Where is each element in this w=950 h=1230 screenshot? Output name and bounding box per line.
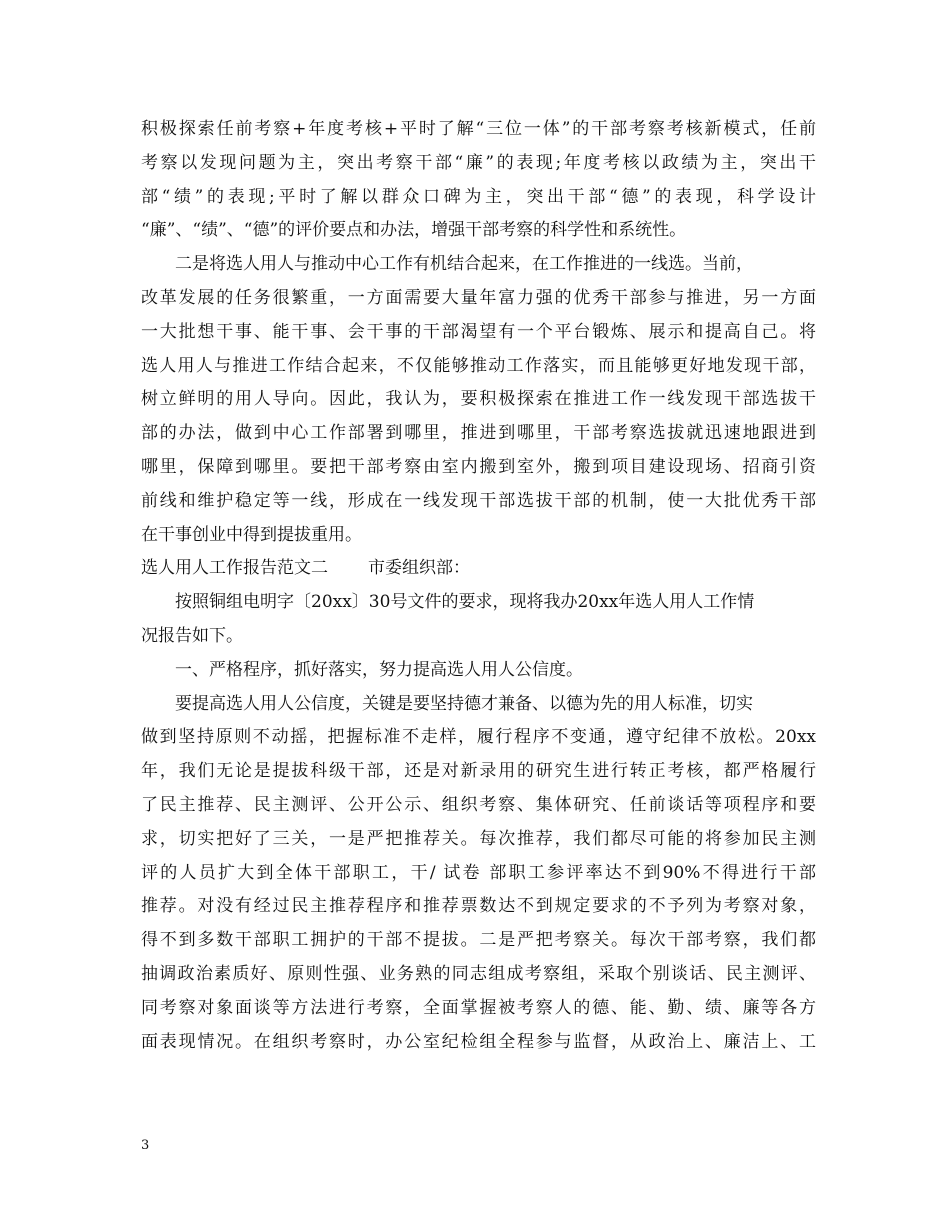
text-line: 抽调政治素质好、原则性强、业务熟的同志组成考察组，采取个别谈话、民主测评、 [141, 963, 816, 984]
text-line: 年，我们无论是提拔科级干部，还是对新录用的研究生进行转正考核，都严格履行 [141, 761, 816, 782]
text-line: 哪里，保障到哪里。要把干部考察由室内搬到室外，搬到项目建设现场、招商引资 [141, 456, 816, 477]
text-line: 得不到多数干部职工拥护的干部不提拔。二是严把考察关。每次干部考察，我们都 [141, 930, 816, 951]
text-line: 二是将选人用人与推动中心工作有机结合起来，在工作推进的一线选。当前， [175, 254, 753, 275]
text-line: 况报告如下。 [141, 625, 243, 646]
text-line: 同考察对象面谈等方法进行考察，全面掌握被考察人的德、能、勤、绩、廉等各方 [141, 997, 816, 1018]
text-line: 推荐。对没有经过民主推荐程序和推荐票数达不到规定要求的不予列为考察对象， [141, 896, 816, 917]
report-title: 选人用人工作报告范文二 [141, 558, 328, 579]
text-line: 考察以发现问题为主，突出考察干部“廉”的表现;年度考核以政绩为主，突出干 [141, 152, 816, 173]
page-number: 3 [141, 1138, 150, 1153]
text-line: 求，切实把好了三关，一是严把推荐关。每次推荐，我们都尽可能的将参加民主测 [141, 828, 816, 849]
text-line: 按照铜组电明字〔20xx〕30号文件的要求，现将我办20xx年选人用人工作情 [175, 592, 755, 613]
text-line: 了民主推荐、民主测评、公开公示、组织考察、集体研究、任前谈话等项程序和要 [141, 794, 816, 815]
text-line: 在干事创业中得到提拔重用。 [141, 524, 362, 545]
report-recipient: 市委组织部： [368, 558, 470, 579]
text-line: “廉”、“绩”、“德”的评价要点和办法，增强干部考察的科学性和系统性。 [141, 220, 687, 241]
text-line: 评的人员扩大到全体干部职工，干/ 试卷 部职工参评率达不到90%不得进行干部 [141, 862, 816, 883]
section-part-one [141, 113, 816, 552]
report-heading-line [141, 552, 816, 586]
text-line: 一大批想干事、能干事、会干事的干部渴望有一个平台锻炼、展示和提高自己。将 [141, 321, 816, 342]
text-line: 做到坚持原则不动摇，把握标准不走样，履行程序不变通，遵守纪律不放松。20xx [141, 727, 816, 748]
text-line: 部“绩”的表现;平时了解以群众口碑为主，突出干部“德”的表现，科学设计 [141, 186, 816, 207]
text-line: 积极探索任前考察+年度考核+平时了解“三位一体”的干部考察考核新模式，任前 [141, 119, 816, 139]
text-line: 树立鲜明的用人导向。因此，我认为，要积极探索在推进工作一线发现干部选拔干 [141, 389, 816, 410]
text-line: 一、严格程序，抓好落实，努力提高选人用人公信度。 [175, 659, 583, 680]
text-line: 部的办法，做到中心工作部署到哪里，推进到哪里，干部考察选拔就迅速地跟进到 [141, 423, 816, 444]
text-line: 选人用人与推进工作结合起来，不仅能够推动工作落实，而且能够更好地发现干部， [141, 355, 816, 376]
text-line: 改革发展的任务很繁重，一方面需要大量年富力强的优秀干部参与推进，另一方面 [141, 287, 816, 308]
body-text [141, 113, 816, 1059]
section-part-two [141, 586, 816, 1059]
text-line: 要提高选人用人公信度，关键是要坚持德才兼备、以德为先的用人标准，切实 [175, 693, 753, 714]
text-line: 面表现情况。在组织考察时，办公室纪检组全程参与监督，从政治上、廉洁上、工 [141, 1031, 816, 1052]
text-line: 前线和维护稳定等一线，形成在一线发现干部选拔干部的机制，使一大批优秀干部 [141, 490, 816, 511]
